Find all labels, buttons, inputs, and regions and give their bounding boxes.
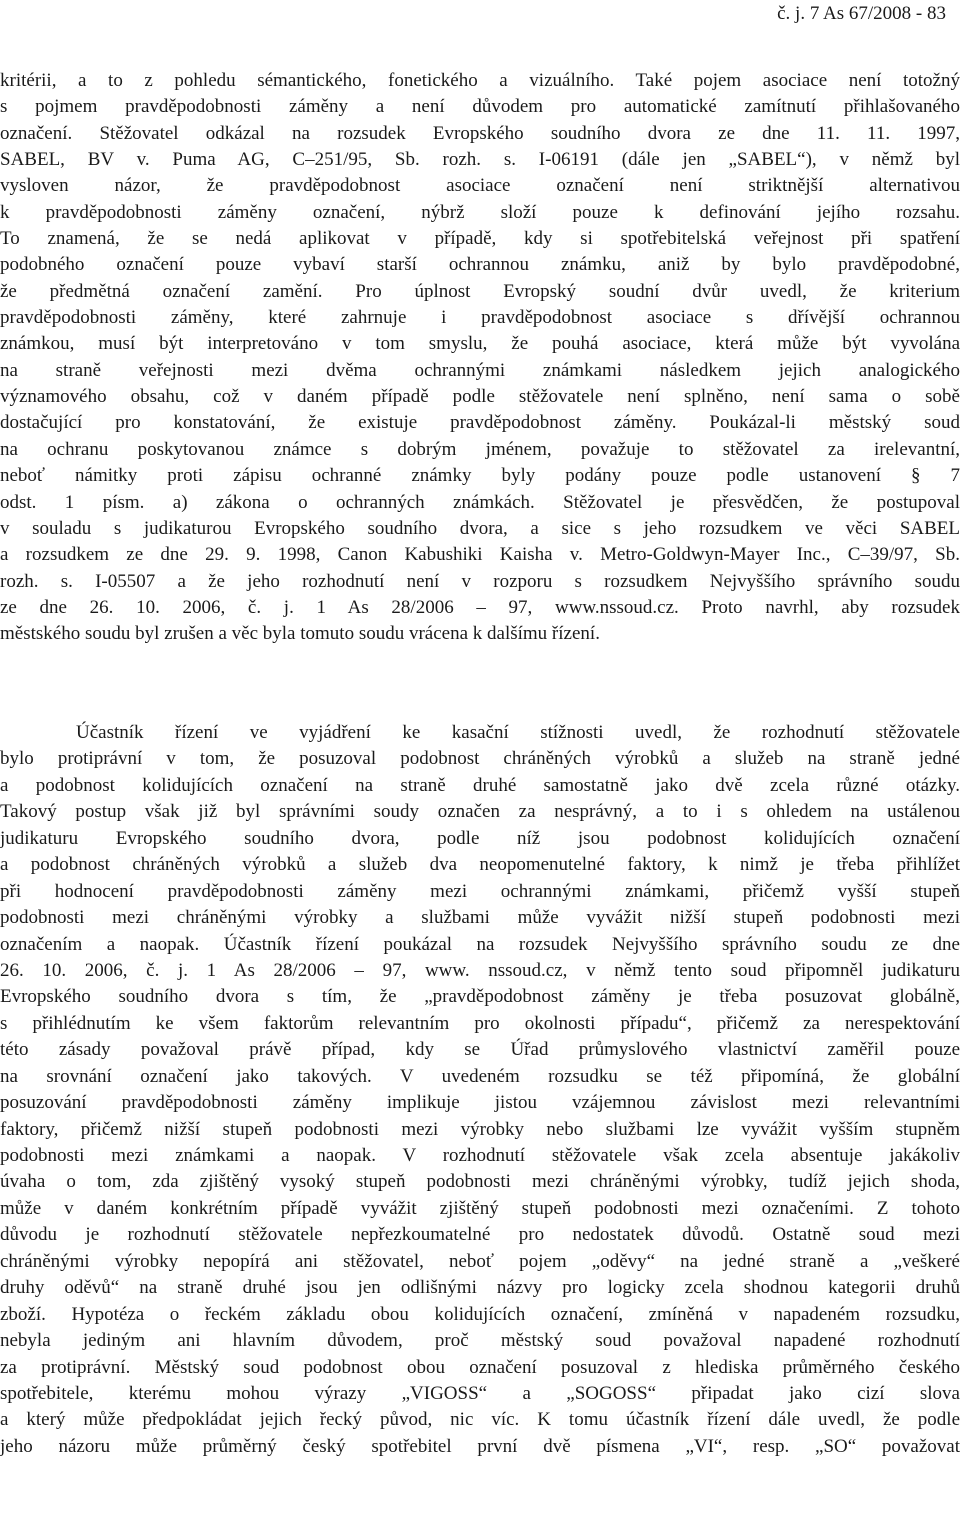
text-line: a který může předpokládat jejich řecký původ, nic víc. K tomu účastník řízení dále uvedl, že podle [0,1409,960,1431]
text-line: kritérii, a to z pohledu sémantického, fonetického a vizuálního. Také pojem asociace není totožný [0,70,960,91]
text-line: pravděpodobnosti záměny, které zahrnuje i pravděpodobnost asociace s dřívější ochrannou [0,307,960,329]
text-line: spotřebitele, kterému mohou výrazy „VIGOSS“ a „SOGOSS“ připadat jako cizí slova [0,1382,960,1404]
text-line: podobnosti mezi chráněnými výrobky a službami může vyvážit nižší stupeň podobnosti mezi [0,907,960,929]
text-line: Takový postup však již byl správními soudy označen za nesprávný, a to i s ohledem na ustálenou [0,801,960,823]
text-line: vysloven názor, že pravděpodobnost asociace označení není striktnější alternativou [0,175,960,197]
text-line: ze dne 26. 10. 2006, č. j. 1 As 28/2006 – 97, www.nssoud.cz. Proto navrhl, aby rozsudek [0,596,960,618]
text-line: na srovnání označení jako takových. V uvedeném rozsudku se též připomíná, že globální [0,1065,960,1087]
case-number-header: č. j. 7 As 67/2008 - 83 [777,3,946,24]
text-line: na ochranu poskytovanou známce s dobrým jménem, považuje to stěžovatel za irelevantní, [0,438,960,460]
text-line: dostačující pro konstatování, že existuje pravděpodobnost záměny. Poukázal-li městský soud [0,412,960,434]
text-line: k pravděpodobnosti záměny označení, nýbrž složí pouze k definování jejího rozsahu. [0,201,960,223]
text-line: s přihlédnutím ke všem faktorům relevantním pro okolnosti případu“, přičemž za nerespektování [0,1012,960,1034]
text-line: označení. Stěžovatel odkázal na rozsudek Evropského soudního dvora ze dne 11. 11. 1997, [0,122,960,144]
text-line: To znamená, že se nedá aplikovat v případě, kdy si spotřebitelská veřejnost při spatření [0,228,960,250]
text-line: při hodnocení pravděpodobnosti záměny mezi ochrannými známkami, přičemž vyšší stupeň [0,880,960,902]
text-line: označením a naopak. Účastník řízení poukázal na rozsudek Nejvyššího správního soudu ze dne [0,933,960,955]
text-line: druhy oděvů“ na straně druhé jsou jen odlišnými názvy pro logicky zcela shodnou kategorii druhů [0,1277,960,1299]
text-line: Evropského soudního dvora s tím, že „pravděpodobnost záměny je třeba posuzovat globálně, [0,986,960,1008]
text-line: zboží. Hypotéza o řeckém základu obou kolidujících označení, zmíněná v napadeném rozsudku, [0,1303,960,1325]
text-line: a podobnost chráněných výrobků a služeb dva neopomenutelné faktory, k nimž je třeba přihlížet [0,854,960,876]
text-line: nebyla jediným ani hlavním důvodem, proč městský soud považoval napadené rozhodnutí [0,1330,960,1352]
text-line: SABEL, BV v. Puma AG, C–251/95, Sb. rozh. s. I-06191 (dále jen „SABEL“), v němž byl [0,149,960,171]
text-line: může v daném konkrétním případě vyvážit zjištěný stupeň podobnosti mezi označeními. Z tohoto [0,1197,960,1219]
text-line: posuzování pravděpodobnosti záměny implikuje jistou vzájemnou závislost mezi relevantními [0,1092,960,1114]
text-line: úvaha o tom, zda zjištěný vysoký stupeň podobnosti mezi chráněnými výrobky, tudíž jejich shoda, [0,1171,960,1193]
text-line: Účastník řízení ve vyjádření ke kasační stížnosti uvedl, že rozhodnutí stěžovatele [76,722,960,743]
text-line: významového obsahu, což v daném případě podle stěžovatele není splněno, není sama o sobě [0,386,960,408]
text-line: že předmětná označení zamění. Pro úplnost Evropský soudní dvůr uvedl, že kriterium [0,280,960,302]
text-line: a podobnost kolidujících označení na straně druhé samostatně jako dvě zcela různé otázky. [0,774,960,796]
text-line: a rozsudkem ze dne 29. 9. 1998, Canon Kabushiki Kaisha v. Metro-Goldwyn-Mayer Inc., C–39/97, Sb. [0,544,960,566]
text-line: známkou, musí být interpretováno v tom smyslu, že pouhá asociace, která může být vyvolána [0,333,960,355]
text-line: v souladu s judikaturou Evropského soudního dvora, a sice s jeho rozsudkem ve věci SABEL [0,517,960,539]
text-line: faktory, přičemž nižší stupeň podobnosti mezi výrobky nebo službami lze vyvážit vyšším stupněm [0,1118,960,1140]
text-line: odst. 1 písm. a) zákona o ochranných známkách. Stěžovatel je přesvědčen, že postupoval [0,491,960,513]
text-line: chráněnými výrobky nepopírá ani stěžovatel, neboť pojem „oděvy“ na jedné straně a „veškeré [0,1250,960,1272]
text-line: neboť námitky proti zápisu ochranné známky byly podány pouze podle ustanovení § 7 [0,465,960,487]
text-line: s pojmem pravděpodobnosti záměny a není důvodem pro automatické zamítnutí přihlašovaného [0,96,960,118]
text-line: této zásady považoval právě případ, kdy se Úřad průmyslového vlastnictví zaměřil pouze [0,1039,960,1061]
paragraph-1 [0,68,960,648]
text-line: 26. 10. 2006, č. j. 1 As 28/2006 – 97, www. nssoud.cz, v němž tento soud připomněl judikaturu [0,959,960,981]
text-line: městského soudu byl zrušen a věc byla tomuto soudu vrácena k dalšímu řízení. [0,623,600,645]
text-line: podobnosti mezi známkami a naopak. V rozhodnutí stěžovatele však zcela absentuje jakákoliv [0,1145,960,1166]
text-line: podobného označení pouze vybaví starší ochrannou známku, aniž by bylo pravděpodobné, [0,254,960,276]
text-line: bylo protiprávní v tom, že posuzoval podobnost chráněných výrobků a služeb na straně jedné [0,748,960,770]
text-line: důvodu je rozhodnutí stěžovatele nepřezkoumatelné pro nedostatek důvodů. Ostatně soud mezi [0,1224,960,1246]
text-line: rozh. s. I-05507 a že jeho rozhodnutí není v rozporu s rozsudkem Nejvyššího správního soudu [0,570,960,592]
text-line: jeho názoru může průměrný český spotřebitel první dvě písmena „VI“, resp. „SO“ považovat [0,1435,960,1457]
paragraph-2 [0,720,960,1460]
text-line: na straně veřejnosti mezi dvěma ochrannými známkami následkem jejich analogického [0,359,960,381]
text-line: judikaturu Evropského soudního dvora, podle níž jsou podobnost kolidujících označení [0,827,960,849]
text-line: za protiprávní. Městský soud podobnost obou označení posuzoval z hlediska průměrného českého [0,1356,960,1378]
